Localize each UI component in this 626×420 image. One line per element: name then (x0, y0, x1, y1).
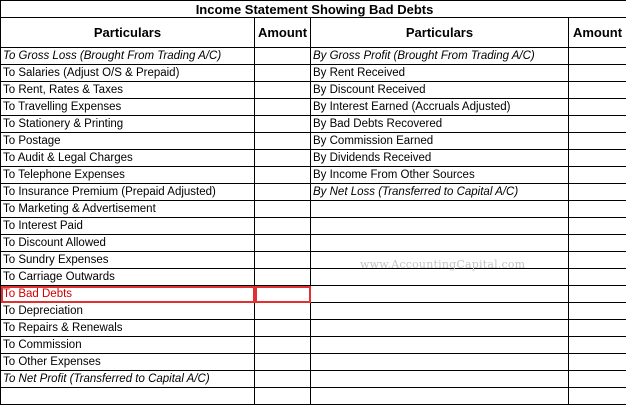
debit-amount[interactable] (255, 116, 311, 133)
credit-particular[interactable]: By Bad Debts Recovered (311, 116, 569, 133)
credit-amount[interactable] (569, 218, 626, 235)
statement-rows (1, 48, 626, 405)
debit-particular[interactable]: To Net Profit (Transferred to Capital A/C) (1, 371, 255, 388)
table-row (1, 82, 626, 99)
table-row (1, 65, 626, 82)
table-row (1, 184, 626, 201)
table-row (1, 116, 626, 133)
debit-particular[interactable]: To Insurance Premium (Prepaid Adjusted) (1, 184, 255, 201)
credit-amount[interactable] (569, 354, 626, 371)
credit-particular[interactable] (311, 388, 569, 405)
credit-amount[interactable] (569, 320, 626, 337)
debit-particular[interactable]: To Travelling Expenses (1, 99, 255, 116)
table-row (1, 99, 626, 116)
right-particulars-header: Particulars (311, 18, 569, 48)
debit-amount[interactable] (255, 184, 311, 201)
table-row (1, 235, 626, 252)
debit-amount[interactable] (255, 133, 311, 150)
credit-particular[interactable]: By Commission Earned (311, 133, 569, 150)
debit-amount[interactable] (255, 65, 311, 82)
debit-amount[interactable] (255, 269, 311, 286)
credit-particular[interactable]: By Rent Received (311, 65, 569, 82)
debit-particular[interactable]: To Repairs & Renewals (1, 320, 255, 337)
debit-amount[interactable] (255, 354, 311, 371)
credit-amount[interactable] (569, 82, 626, 99)
credit-particular[interactable] (311, 354, 569, 371)
debit-amount[interactable] (255, 252, 311, 269)
debit-particular[interactable]: To Interest Paid (1, 218, 255, 235)
table-row (1, 337, 626, 354)
debit-particular[interactable]: To Discount Allowed (1, 235, 255, 252)
credit-amount[interactable] (569, 252, 626, 269)
debit-amount[interactable] (255, 201, 311, 218)
debit-amount[interactable] (255, 371, 311, 388)
statement-title: Income Statement Showing Bad Debts (1, 1, 626, 18)
debit-particular[interactable]: To Bad Debts (1, 286, 255, 303)
credit-particular[interactable]: By Income From Other Sources (311, 167, 569, 184)
table-row (1, 286, 626, 303)
credit-particular[interactable] (311, 269, 569, 286)
left-particulars-header: Particulars (1, 18, 255, 48)
debit-particular[interactable]: To Telephone Expenses (1, 167, 255, 184)
left-amount-header: Amount (255, 18, 311, 48)
debit-particular[interactable]: To Gross Loss (Brought From Trading A/C) (1, 48, 255, 65)
debit-particular[interactable]: To Postage (1, 133, 255, 150)
credit-particular[interactable]: By Discount Received (311, 82, 569, 99)
table-row (1, 320, 626, 337)
debit-amount[interactable] (255, 99, 311, 116)
debit-particular[interactable]: To Rent, Rates & Taxes (1, 82, 255, 99)
table-row (1, 133, 626, 150)
credit-amount[interactable] (569, 48, 626, 65)
debit-amount[interactable] (255, 167, 311, 184)
credit-amount[interactable] (569, 65, 626, 82)
credit-amount[interactable] (569, 133, 626, 150)
credit-particular[interactable]: By Gross Profit (Brought From Trading A/C) (311, 48, 569, 65)
credit-amount[interactable] (569, 235, 626, 252)
table-row (1, 303, 626, 320)
table-row (1, 48, 626, 65)
debit-amount[interactable] (255, 337, 311, 354)
credit-amount[interactable] (569, 116, 626, 133)
credit-amount[interactable] (569, 269, 626, 286)
debit-particular[interactable]: To Stationery & Printing (1, 116, 255, 133)
credit-particular[interactable] (311, 286, 569, 303)
debit-amount[interactable] (255, 218, 311, 235)
debit-particular[interactable] (1, 388, 255, 405)
watermark: www.AccountingCapital.com (360, 258, 526, 271)
debit-particular[interactable]: To Other Expenses (1, 354, 255, 371)
credit-particular[interactable] (311, 320, 569, 337)
debit-amount[interactable] (255, 286, 311, 303)
debit-particular[interactable]: To Marketing & Advertisement (1, 201, 255, 218)
debit-amount[interactable] (255, 150, 311, 167)
table-row (1, 252, 626, 269)
credit-particular[interactable] (311, 337, 569, 354)
credit-amount[interactable] (569, 371, 626, 388)
credit-particular[interactable] (311, 218, 569, 235)
table-row (1, 201, 626, 218)
debit-amount[interactable] (255, 48, 311, 65)
table-row (1, 167, 626, 184)
debit-particular[interactable]: To Depreciation (1, 303, 255, 320)
credit-amount[interactable] (569, 303, 626, 320)
debit-particular[interactable]: To Sundry Expenses (1, 252, 255, 269)
debit-amount[interactable] (255, 82, 311, 99)
right-amount-header: Amount (569, 18, 626, 48)
credit-amount[interactable] (569, 388, 626, 405)
table-row (1, 269, 626, 286)
credit-particular[interactable] (311, 201, 569, 218)
debit-particular[interactable]: To Commission (1, 337, 255, 354)
credit-particular[interactable]: By Interest Earned (Accruals Adjusted) (311, 99, 569, 116)
table-row (1, 354, 626, 371)
debit-amount[interactable] (255, 320, 311, 337)
credit-particular[interactable]: By Dividends Received (311, 150, 569, 167)
credit-particular[interactable] (311, 235, 569, 252)
credit-amount[interactable] (569, 286, 626, 303)
debit-particular[interactable]: To Audit & Legal Charges (1, 150, 255, 167)
credit-amount[interactable] (569, 99, 626, 116)
credit-amount[interactable] (569, 167, 626, 184)
credit-amount[interactable] (569, 184, 626, 201)
debit-amount[interactable] (255, 235, 311, 252)
table-row (1, 388, 626, 405)
debit-particular[interactable]: To Salaries (Adjust O/S & Prepaid) (1, 65, 255, 82)
debit-amount[interactable] (255, 388, 311, 405)
credit-amount[interactable] (569, 201, 626, 218)
debit-particular[interactable]: To Carriage Outwards (1, 269, 255, 286)
credit-particular[interactable] (311, 371, 569, 388)
credit-amount[interactable] (569, 337, 626, 354)
credit-particular[interactable] (311, 303, 569, 320)
table-row (1, 371, 626, 388)
table-row (1, 218, 626, 235)
debit-amount[interactable] (255, 303, 311, 320)
credit-particular[interactable]: By Net Loss (Transferred to Capital A/C) (311, 184, 569, 201)
table-row (1, 150, 626, 167)
credit-amount[interactable] (569, 150, 626, 167)
